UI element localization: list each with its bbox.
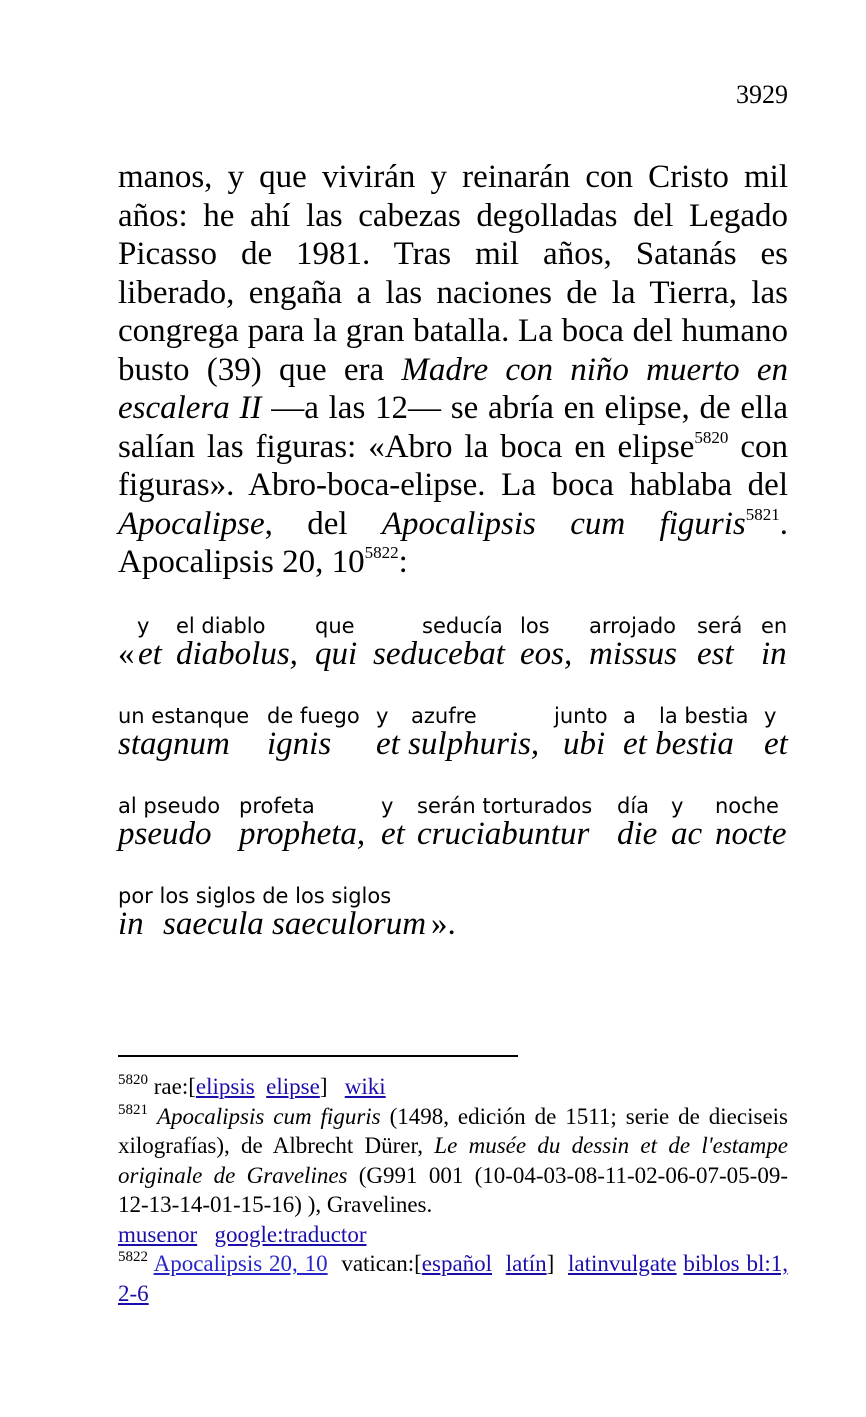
gloss-word: y: [137, 614, 150, 638]
latin-word: stagnum: [118, 726, 230, 762]
gloss-word: seducía: [422, 614, 503, 638]
latin-word: qui: [315, 636, 358, 672]
gloss-word: de fuego: [267, 704, 360, 728]
footnote-divider: [118, 1055, 518, 1057]
latin-word: nocte: [715, 816, 787, 852]
gloss-word: la bestia: [659, 704, 749, 728]
latin-word: missus: [589, 636, 678, 672]
footnote-ref-5822[interactable]: 5822: [364, 543, 399, 562]
gloss-word: y: [671, 794, 684, 818]
link-espanol[interactable]: español: [421, 1251, 493, 1276]
latin-word: ac: [671, 816, 703, 852]
latin-word: saecula saeculorum: [163, 906, 427, 942]
gloss-word: por los siglos de los siglos: [118, 884, 392, 908]
latin-word: «: [118, 636, 135, 672]
link-elipsis[interactable]: elipsis: [195, 1074, 255, 1099]
interlinear-verse-2: [118, 704, 788, 768]
latin-word: in: [118, 906, 144, 942]
latin-word: pseudo: [118, 816, 212, 852]
gloss-word: a: [623, 704, 636, 728]
link-wiki[interactable]: wiki: [344, 1074, 386, 1099]
footnote-ref-5820[interactable]: 5820: [694, 427, 729, 447]
link-apocalipsis-20-10[interactable]: Apocalipsis 20, 10: [153, 1251, 328, 1276]
gloss-word: serán torturados: [417, 794, 593, 818]
gloss-word: que: [315, 614, 355, 638]
gloss-word: y: [381, 794, 394, 818]
interlinear-verse-3: [118, 794, 788, 858]
latin-word: ».: [431, 906, 456, 942]
latin-word: et: [138, 636, 162, 672]
latin-word: et: [764, 726, 788, 762]
gloss-word: y: [376, 704, 389, 728]
link-latin[interactable]: latín: [505, 1251, 547, 1276]
gloss-word: al pseudo: [118, 794, 221, 818]
link-biblos[interactable]: biblos bl:1, 2-6: [118, 1251, 789, 1306]
footnote-5820: $^{5820}$ rae:[elipsis elipse] wiki: [118, 1072, 386, 1099]
interlinear-verse-1: [118, 614, 788, 678]
latin-word: ignis: [267, 726, 332, 762]
gloss-word: y: [764, 704, 777, 728]
gloss-word: los: [520, 614, 550, 638]
latin-word: propheta,: [239, 816, 366, 852]
latin-word: et sulphuris,: [376, 726, 540, 762]
latin-word: et bestia: [623, 726, 734, 762]
page-number: 3929: [736, 80, 788, 109]
footnote-5821: $^{5821}$ Apocalipsis cum figuris (1498, edición de 1511; serie de dieciseis xilografías), de Albrecht Dürer, Le musée du dessin et de l'estampe originale de Gravelines (G991 001 (10-04-03-08-11-02-06-07-05-09-12-13-14-01-15-16) ), Gravelines. musenor google:traductor: [118, 1101, 788, 1247]
link-elipse[interactable]: elipse: [266, 1074, 320, 1099]
interlinear-verse-4: [118, 884, 788, 948]
gloss-word: noche: [715, 794, 779, 818]
gloss-word: será: [697, 614, 743, 638]
artwork-title: Madre con niño muerto en escalera II: [118, 351, 788, 426]
latin-word: diabolus,: [176, 636, 298, 672]
main-paragraph: manos, y que vivirán y reinarán con Cristo mil años: he ahí las cabezas degolladas del Legado Picasso de 1981. Tras mil años, Satanás es liberado, engaña a las naciones de la Tierra, las congrega para la gran batalla. La boca del humano busto (39) que era Madre con niño muerto en escalera II —a las 12— se abría en elipse, de ella salían las figuras: «Abro la boca en elipse$^{5820}$ con figuras». Abro-boca-elipse. La boca hablaba del Apocalipse, del Apocalipsis cum figuris$^{5821}$. Apocalipsis 20, $10^{5822}$:: [118, 159, 788, 580]
footnotes: [118, 1072, 788, 1308]
latin-word: in: [761, 636, 787, 672]
gloss-word: junto: [554, 704, 608, 728]
latin-word: ubi: [563, 726, 606, 762]
latin-word: est: [697, 636, 734, 672]
gloss-word: arrojado: [589, 614, 677, 638]
latin-word: et: [381, 816, 405, 852]
gloss-word: un estanque: [118, 704, 250, 728]
link-google-traductor[interactable]: google:traductor: [214, 1221, 367, 1247]
gloss-word: el diablo: [176, 614, 266, 638]
footnote-5822: $^{5822}$ Apocalipsis 20, 10 vatican:[español latín] latinvulgate biblos bl:1, 2-6: [118, 1249, 789, 1306]
latin-word: seducebat: [373, 636, 505, 672]
gloss-word: profeta: [239, 794, 315, 818]
gloss-word: día: [617, 794, 650, 818]
latin-word: eos,: [520, 636, 573, 672]
footnote-ref-5821[interactable]: 5821: [745, 504, 780, 524]
gloss-word: en: [761, 614, 788, 638]
link-musenor[interactable]: musenor: [118, 1221, 198, 1247]
link-latinvulgate[interactable]: latinvulgate: [567, 1251, 677, 1276]
latin-word: die: [617, 816, 658, 852]
gloss-word: azufre: [411, 704, 477, 728]
latin-word: cruciabuntur: [417, 816, 590, 852]
